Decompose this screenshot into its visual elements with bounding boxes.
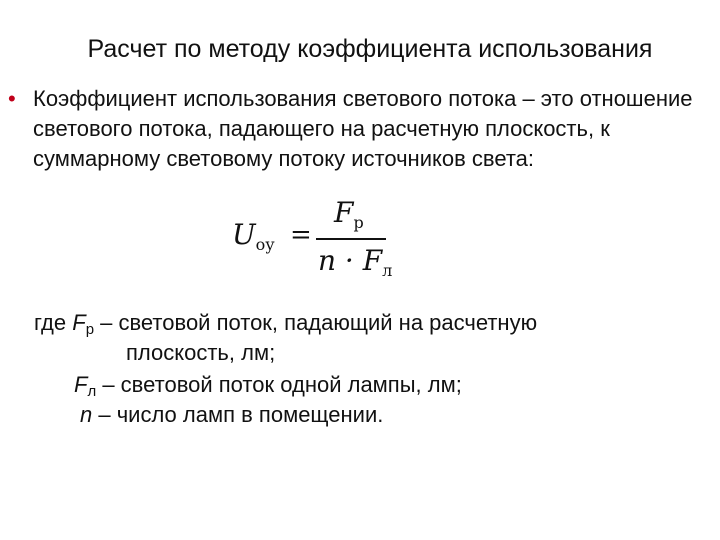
formula-num-symbol: F — [334, 196, 354, 229]
formula-lhs — [232, 218, 275, 254]
formula-lhs-symbol: U — [232, 218, 256, 251]
def2-symbol: F — [74, 372, 88, 397]
definition-line-1-cont: плоскость, лм; — [126, 340, 276, 365]
formula-num-sub: р — [353, 213, 364, 232]
definition-line-2 — [74, 370, 462, 403]
def2-text: – световой поток одной лампы, лм; — [96, 372, 462, 397]
bullet-text: Коэффициент использования светового потока – это отношение светового потока, падающего на расчетную плоскость, к суммарному световому потоку источников света: — [33, 86, 693, 171]
formula-numerator — [334, 196, 364, 232]
def2-sub: л — [87, 383, 97, 400]
slide-title: Расчет по методу коэффициента использования — [87, 35, 653, 63]
def1-sub: р — [85, 321, 95, 338]
definition-line-3 — [80, 400, 383, 430]
formula-den-symbol: F — [362, 244, 383, 277]
formula-lhs-sub: оу — [255, 235, 275, 254]
def1-symbol: F — [72, 310, 86, 335]
formula-den-prefix: n · — [318, 244, 363, 277]
formula-denominator — [318, 244, 393, 280]
bullet-marker: • — [8, 86, 16, 111]
def1-text: – световой поток, падающий на расчетную — [94, 310, 538, 335]
formula-den-sub: л — [382, 261, 393, 280]
definition-line-1 — [34, 308, 537, 341]
def1-prefix: где — [34, 310, 73, 335]
def3-symbol: n — [80, 402, 93, 427]
fraction-bar — [316, 238, 386, 240]
def3-text: – число ламп в помещении. — [92, 402, 384, 427]
formula-equals: = — [290, 220, 312, 250]
formula — [226, 196, 396, 286]
